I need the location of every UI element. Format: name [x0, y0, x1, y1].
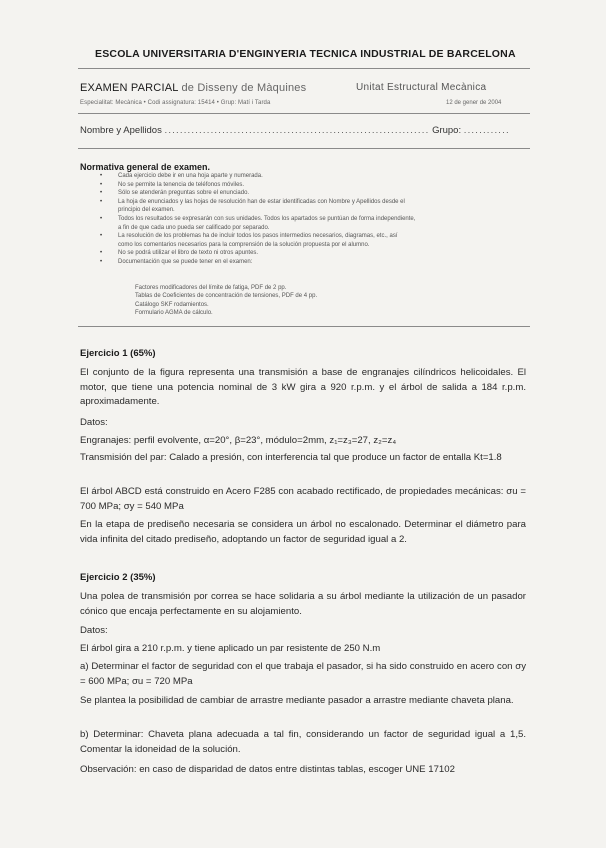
exercise-2-intro: Una polea de transmisión por correa se hace solidaria a su árbol mediante la utilización de un pasador cónico que encaja perfectamente en su alojamiento.	[80, 591, 526, 617]
rules-title: Normativa general de examen.	[80, 162, 211, 172]
name-label: Nombre y Apellidos	[80, 125, 162, 136]
exercise-1-press-fit: Transmisión del par: Calado a presión, con interferencia tal que produce un factor de entalla Kt=1.8	[80, 452, 502, 463]
exercise-1-intro: El conjunto de la figura representa una transmisión a base de engranajes cilíndricos helicoidales. El motor, que tiene una potencia nominal de 3 kW gira a 920 r.p.m. y el árbol de salida a 184 r.p.m. aproximadamente.	[80, 367, 526, 407]
rule-item-continuation: principio del examen.	[118, 207, 175, 214]
name-dots: .....................................................................	[164, 125, 430, 136]
rule-item: • Todos los resultados se expresarán con sus unidades. Todos los apartados se puntúan de forma independiente,	[100, 215, 416, 222]
exam-title-main: EXAMEN PARCIAL	[80, 82, 179, 94]
school-name: ESCOLA UNIVERSITARIA D'ENGINYERIA TECNICA INDUSTRIAL DE BARCELONA	[95, 48, 516, 60]
exercise-2-part-b: b) Determinar: Chaveta plana adecuada a tal fin, considerando un factor de seguridad igual a 1,5. Comentar la idoneidad de la solución.	[80, 729, 526, 755]
group-label: Grupo:	[432, 125, 462, 136]
unit-name: Unitat Estructural Mecànica	[356, 82, 487, 93]
rule-item-continuation: a fin de que cada uno pueda ser calificado por separado.	[118, 224, 270, 231]
exercise-2-title: Ejercicio 2 (35%)	[80, 572, 156, 583]
rule-item-continuation: como los comentarios necesarios para la comprensión de la solución propuesta por el alumno.	[118, 241, 370, 248]
exercise-2-part-a: a) Determinar el factor de seguridad con el que trabaja el pasador, si ha sido construido en acero con σy = 600 MPa; σu = 720 MPa	[80, 661, 526, 687]
exam-title	[80, 82, 306, 94]
exam-date: 12 de gener de 2004	[446, 100, 502, 106]
documentation-item: Tablas de Coeficientes de concentración de tensiones, PDF de 4 pp.	[135, 293, 318, 300]
rules-list	[100, 172, 530, 267]
exercise-1-title: Ejercicio 1 (65%)	[80, 348, 156, 359]
header-rule-top	[78, 68, 530, 69]
exercise-1-gears: Engranajes: perfil evolvente, α=20°, β=23°, módulo=2mm, z₁=z₃=27, z₂=z₄	[80, 435, 397, 446]
exercise-1-data-label: Datos:	[80, 417, 108, 428]
group-dots: ............	[463, 125, 510, 136]
documentation-list	[135, 284, 317, 318]
header-rule-bottom	[78, 148, 530, 149]
rule-item: • No se permite la tenencia de teléfonos móviles.	[100, 181, 245, 188]
exam-subject: de Disseny de Màquines	[181, 82, 307, 94]
name-line	[80, 125, 510, 136]
documentation-item: Formulario AGMA de cálculo.	[135, 310, 213, 317]
documentation-item: Factores modificadores del límite de fatiga, PDF de 2 pp.	[135, 285, 287, 291]
exercise-1-shaft: El árbol ABCD está construido en Acero F285 con acabado rectificado, de propiedades mecánicas: σu = 700 MPa; σy = 540 MPa	[80, 486, 526, 512]
exercise-2-plan: Se plantea la posibilidad de cambiar de arrastre mediante pasador a arrastre mediante chaveta plana.	[80, 695, 514, 706]
exam-meta: Especialitat: Mecànica • Codi assignatura: 15414 • Grup: Matí i Tarda	[80, 100, 271, 106]
exercise-2-data-label: Datos:	[80, 625, 108, 636]
exercise-2-torque: El árbol gira a 210 r.p.m. y tiene aplicado un par resistente de 250 N.m	[80, 643, 381, 654]
exercise-1-task: En la etapa de prediseño necesaria se considera un árbol no escalonado. Determinar el diámetro para vida infinita del citado prediseño, adoptando un factor de seguridad igual a 2.	[80, 519, 526, 545]
documentation-item: Catálogo SKF rodamientos.	[135, 301, 209, 308]
rule-item: • No se podrá utilizar el libro de texto ni otros apuntes.	[100, 250, 259, 257]
rule-item: • Sólo se atenderán preguntas sobre el enunciado.	[100, 190, 250, 197]
rules-rule-bottom	[78, 326, 530, 327]
rule-item: • Documentación que se puede tener en el examen:	[100, 258, 253, 265]
rule-item: • La hoja de enunciados y las hojas de resolución han de estar identificadas con Nombre y Apellidos desde el	[100, 198, 405, 205]
header-rule-mid	[78, 113, 530, 114]
rule-item: • La resolución de los problemas ha de incluir todos los pasos intermedios necesarios, diagramas, etc., así	[100, 233, 398, 240]
exercise-2-note: Observación: en caso de disparidad de datos entre distintas tablas, escoger UNE 17102	[80, 764, 455, 775]
rule-item: • Cada ejercicio debe ir en una hoja aparte y numerada.	[100, 173, 263, 179]
